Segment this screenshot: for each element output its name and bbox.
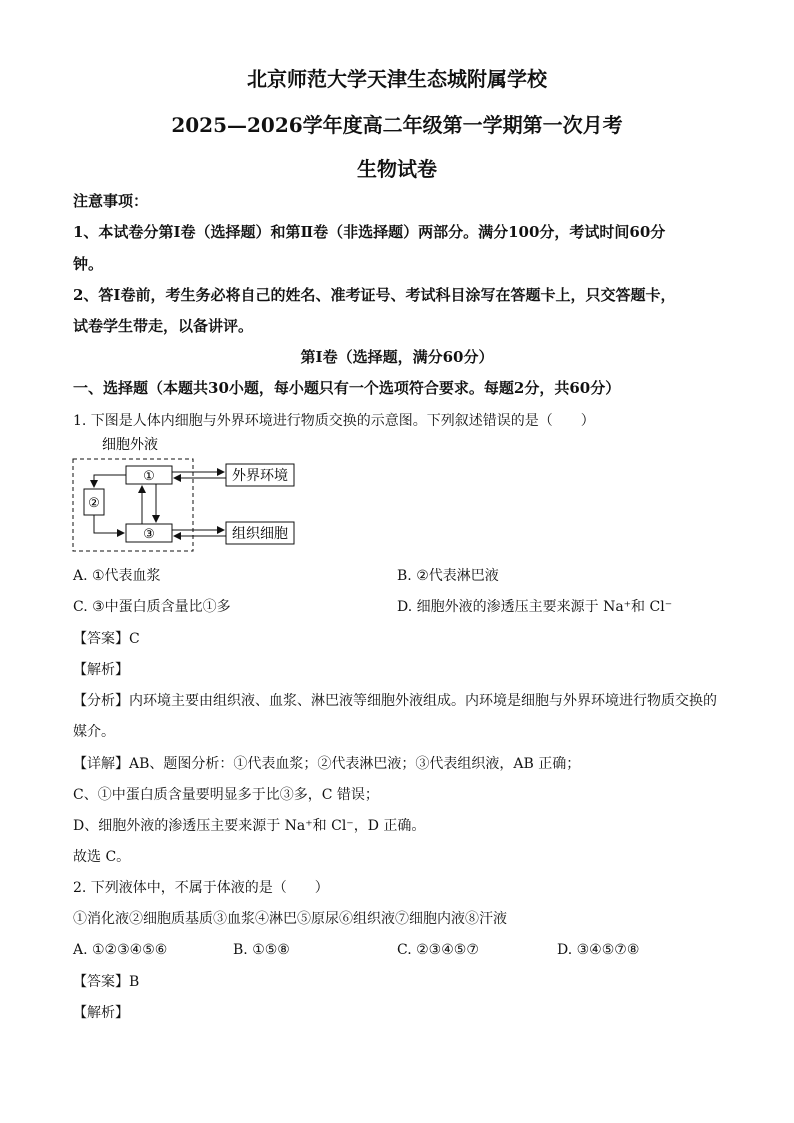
q1-option-a: A. ①代表血浆: [73, 568, 161, 584]
q1-detail-line3: D、细胞外液的渗透压主要来源于 Na⁺和 Cl⁻，D 正确。: [73, 818, 426, 834]
q1-stem: 1. 下图是人体内细胞与外界环境进行物质交换的示意图。下列叙述错误的是（ ）: [73, 413, 595, 429]
q1-conclusion: 故选 C。: [73, 849, 131, 865]
q1-option-c: C. ③中蛋白质含量比①多: [73, 599, 231, 615]
node-1-label: ①: [143, 469, 155, 484]
q2-stem: 2. 下列液体中，不属于体液的是（ ）: [73, 880, 329, 896]
notes-heading: 注意事项：: [73, 192, 149, 210]
q1-detail-line2: C、①中蛋白质含量要明显多于比③多，C 错误；: [73, 787, 379, 803]
part-title: 一、选择题（本题共30小题，每小题只有一个选项符合要求。每题2分，共60分）: [73, 379, 621, 397]
q1-detail-line1: 【详解】AB、题图分析：①代表血浆；②代表淋巴液；③代表组织液，AB 正确；: [73, 756, 581, 772]
q1-answer: 【答案】C: [73, 631, 140, 647]
q1-analysis-line1: 【分析】内环境主要由组织液、血浆、淋巴液等细胞外液组成。内环境是细胞与外界环境进行物质交换的: [73, 693, 717, 709]
q2-option-d: D. ③④⑤⑦⑧: [557, 942, 640, 958]
extracellular-fluid-label: 细胞外液: [102, 437, 158, 453]
q2-option-a: A. ①②③④⑤⑥: [73, 942, 168, 958]
q1-analysis-line2: 媒介。: [73, 724, 115, 740]
tissue-cells-label: 组织细胞: [232, 526, 288, 542]
volume-title: 第Ⅰ卷（选择题，满分60分）: [300, 348, 494, 366]
q1-analysis-heading: 【解析】: [73, 662, 129, 678]
subject-title: 生物试卷: [357, 157, 437, 181]
notes-item2-line1: 2、答Ⅰ卷前，考生务必将自己的姓名、准考证号、考试科目涂写在答题卡上，只交答题卡，: [73, 286, 676, 304]
q2-option-b: B. ①⑤⑧: [233, 942, 290, 958]
q2-analysis-heading: 【解析】: [73, 1005, 129, 1021]
notes-item1-line2: 钟。: [73, 255, 104, 273]
school-title: 北京师范大学天津生态城附属学校: [247, 67, 547, 91]
node-3-label: ③: [143, 527, 155, 542]
q1-option-b: B. ②代表淋巴液: [397, 568, 499, 584]
arrow-1-to-2: [94, 475, 126, 487]
q2-answer: 【答案】B: [73, 974, 140, 990]
notes-item1-line1: 1、本试卷分第Ⅰ卷（选择题）和第Ⅱ卷（非选择题）两部分。满分100分，考试时间60分: [73, 223, 666, 241]
exam-title: 2025—2026学年度高二年级第一学期第一次月考: [171, 113, 623, 137]
q2-option-c: C. ②③④⑤⑦: [397, 942, 479, 958]
notes-item2-line2: 试卷学生带走，以备讲评。: [73, 317, 254, 335]
node-2-label: ②: [88, 496, 100, 511]
q1-diagram: [70, 432, 310, 554]
arrow-2-to-3: [94, 515, 124, 533]
q2-items: ①消化液②细胞质基质③血浆④淋巴⑤原尿⑥组织液⑦细胞内液⑧汗液: [73, 911, 507, 927]
external-environment-label: 外界环境: [232, 468, 288, 484]
q1-option-d: D. 细胞外液的渗透压主要来源于 Na⁺和 Cl⁻: [397, 599, 673, 615]
